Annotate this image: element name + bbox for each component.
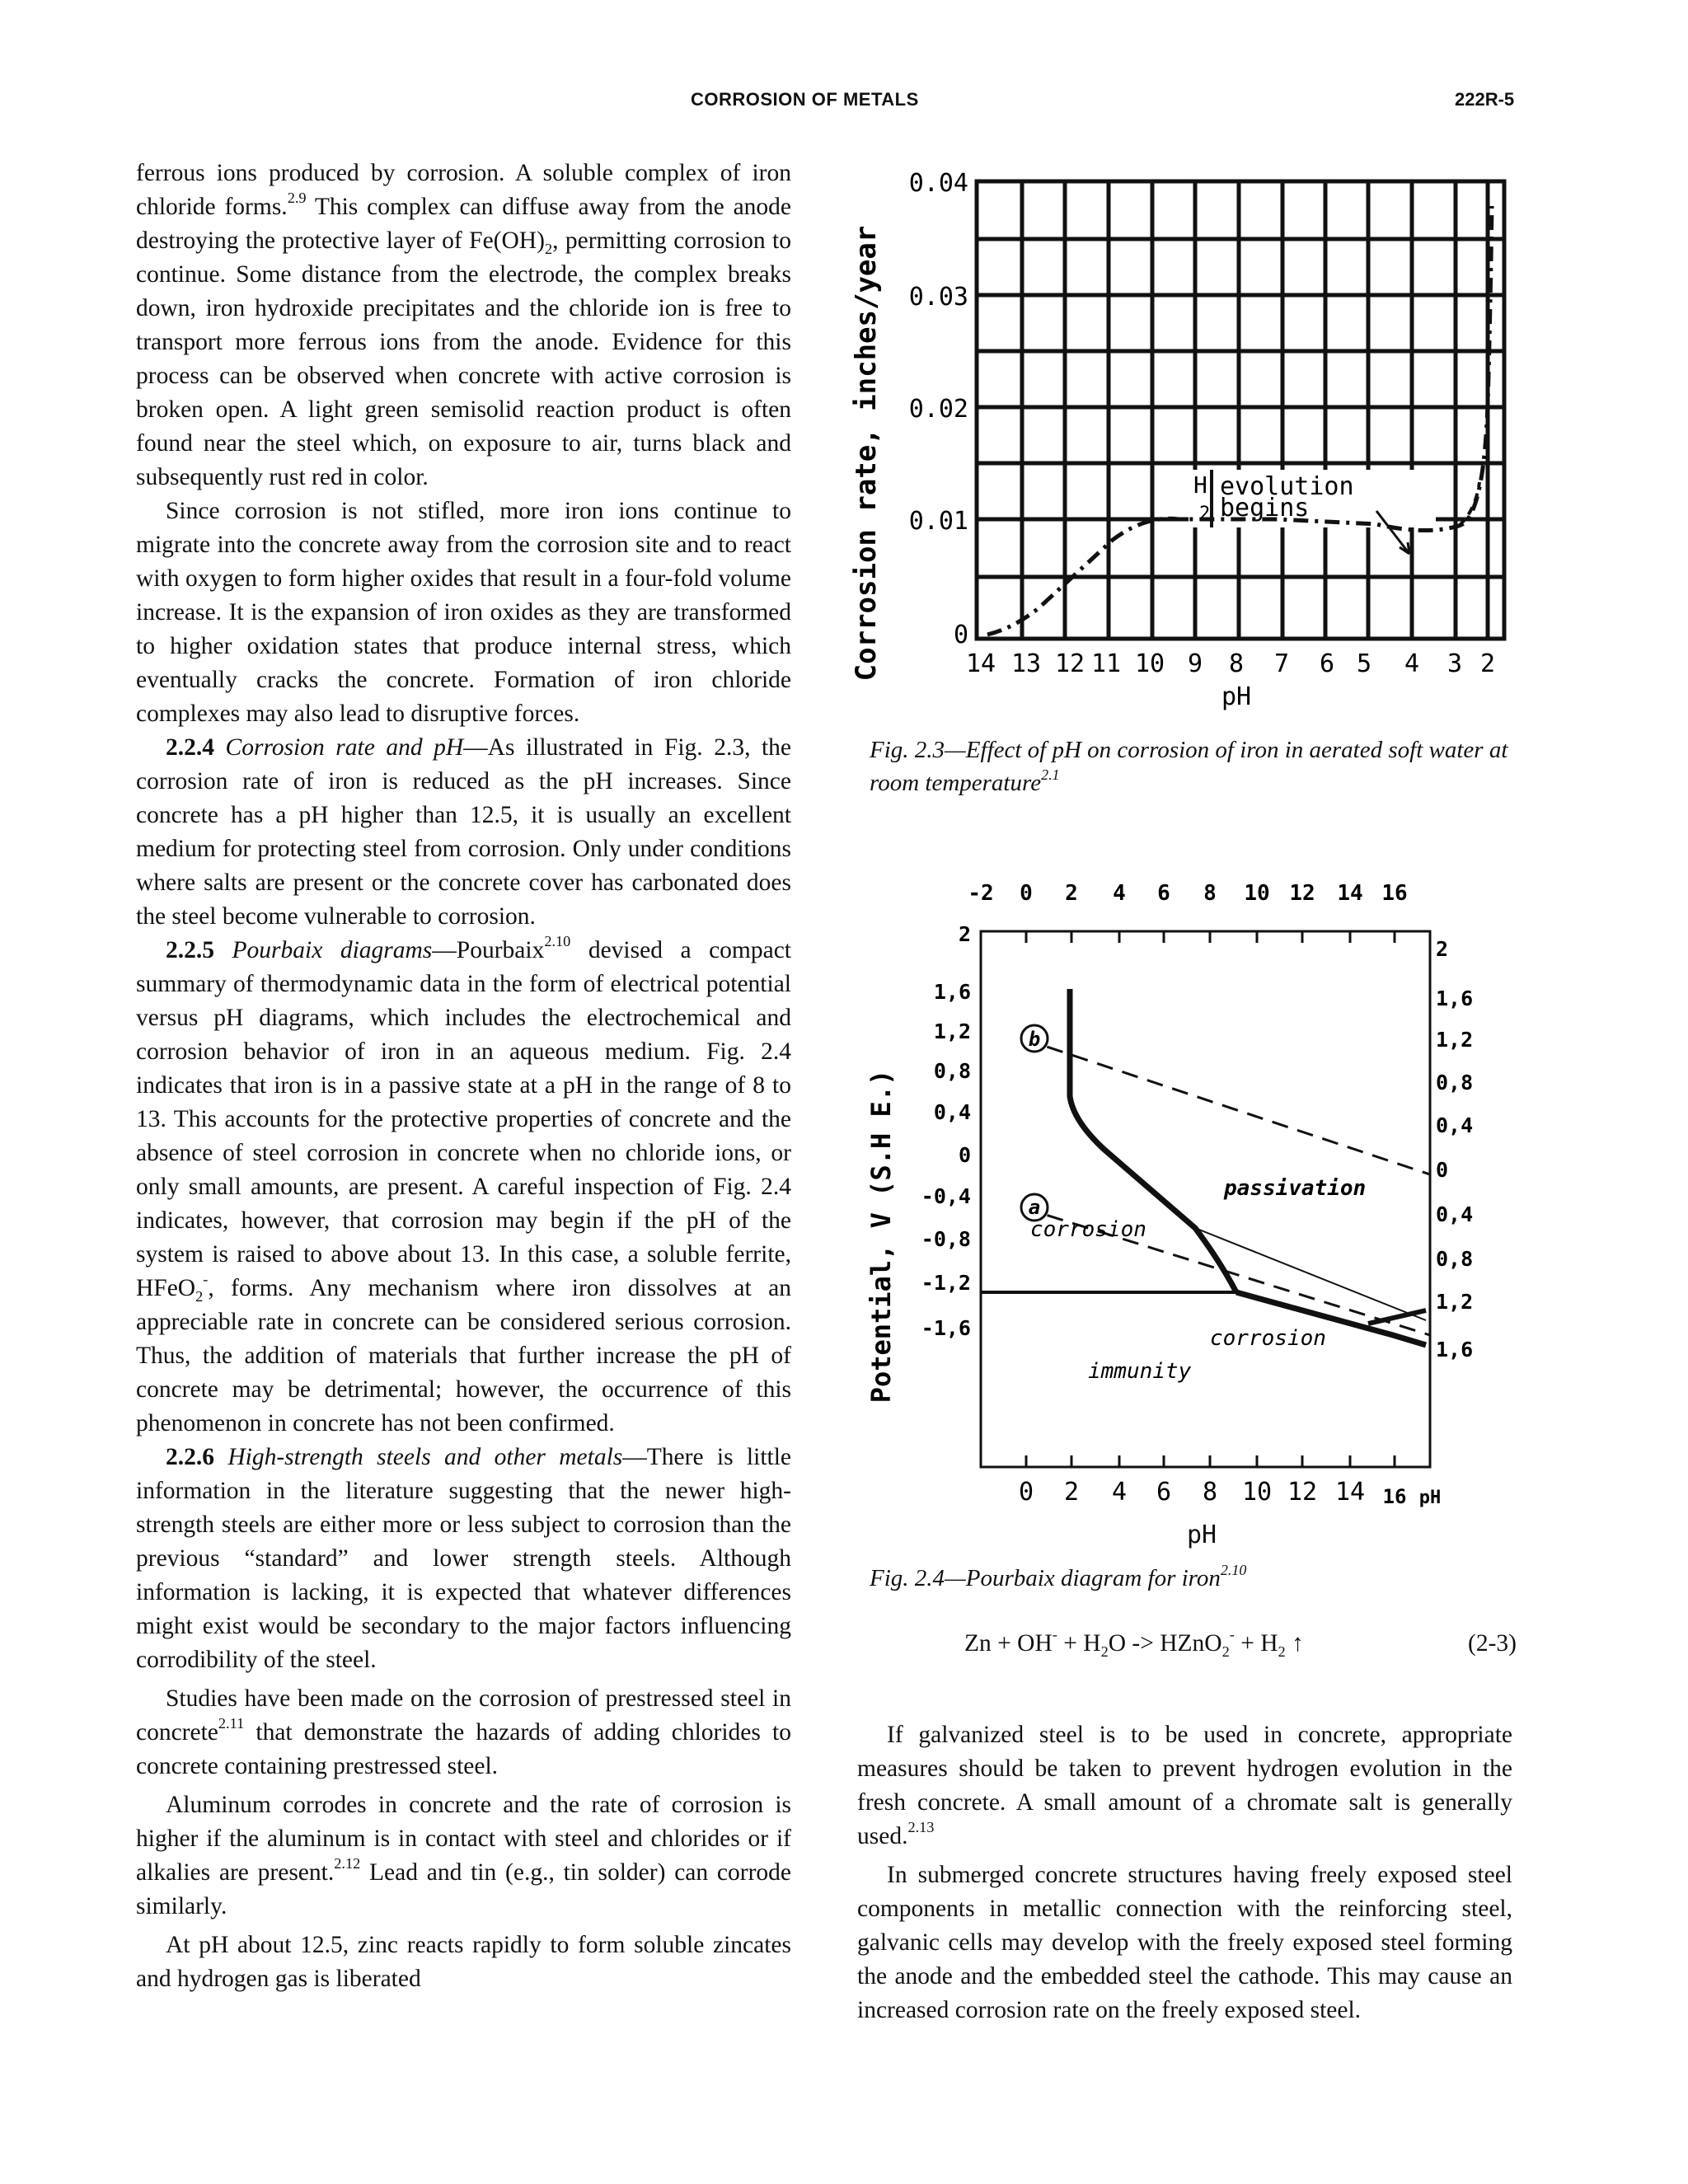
fig23-xtick: 6 bbox=[1319, 649, 1335, 678]
fig23-x-ticks bbox=[966, 649, 1495, 678]
fig24-caption: Fig. 2.4—Pourbaix diagram for iron$^{2.10}$ bbox=[870, 1561, 1247, 1591]
fig24-bottom-ticks bbox=[1019, 1478, 1441, 1508]
fig23-caption: Fig. 2.3—Effect of pH on corrosion of iron in aerated soft water at room temperature$^{2.1}$ bbox=[870, 737, 1508, 796]
fig24-left-tick: 0 bbox=[958, 1143, 971, 1167]
fig23-ytick: 0 bbox=[953, 621, 968, 649]
section-2-2-4: 2.2.4 Corrosion rate and pH—As illustrated in Fig. 2.3, the corrosion rate of iron is reduced as the pH increases. Since concrete has a pH higher than 12.5, it is usually an excellent medium for protecting steel from corrosion. Only under conditions where salts are present or the concrete cover has carbonated does the steel become vulnerable to corrosion. bbox=[136, 734, 792, 930]
fig24-right-tick: 1,6 bbox=[1436, 1338, 1474, 1361]
fig24-left-ticks bbox=[921, 922, 971, 1340]
fig23-ytick: 0.01 bbox=[908, 507, 968, 536]
fig24-xlabel: pH bbox=[1187, 1521, 1217, 1549]
fig24-top-tick: 0 bbox=[1020, 881, 1033, 906]
fig24-bottom-tick: 12 bbox=[1287, 1478, 1318, 1507]
fig23-ytick: 0.04 bbox=[908, 169, 968, 198]
fig24-top-tick: 6 bbox=[1157, 881, 1170, 906]
fig24-left-tick: 0,4 bbox=[933, 1100, 971, 1124]
fig24-ylabel: Potential, V (S.H E.) bbox=[865, 1069, 897, 1404]
fig23-y-ticks bbox=[909, 169, 968, 649]
fig24-top-tick: 8 bbox=[1203, 881, 1217, 906]
fig24-vertical-boundary bbox=[1070, 989, 1236, 1292]
fig24-right-tick: 0,4 bbox=[1436, 1113, 1474, 1137]
page-number: 222R-5 bbox=[1455, 89, 1515, 110]
fig24-label-a: a bbox=[1028, 1196, 1041, 1219]
fig24-right-tick: 0,8 bbox=[1436, 1071, 1474, 1094]
fig24-bottom-tick: 14 bbox=[1334, 1478, 1366, 1507]
fig23-xtick: 2 bbox=[1479, 649, 1496, 678]
fig23-xtick: 14 bbox=[965, 649, 996, 678]
fig24-left-tick: -0,4 bbox=[921, 1184, 971, 1208]
fig23-annotation-line2: begins bbox=[1220, 494, 1310, 523]
paragraph-zinc: At pH about 12.5, zinc reacts rapidly to form soluble zincates and hydrogen gas is liberated bbox=[136, 1932, 791, 1992]
fig23-xtick: 11 bbox=[1090, 649, 1122, 678]
fig23-y-axis-label bbox=[850, 226, 883, 682]
fig24-right-tick: 1,6 bbox=[1436, 987, 1474, 1010]
paragraph-submerged: In submerged concrete structures having freely exposed steel components in metallic connection with the reinforcing steel, galvanic cells may develop with the freely exposed steel forming the anode and the embedded steel the cathode. This may cause an increased corrosion rate on the freely exposed steel. bbox=[857, 1862, 1512, 2023]
fig23-xtick: 5 bbox=[1356, 649, 1372, 678]
running-title: CORROSION OF METALS bbox=[691, 89, 919, 110]
fig23-xtick: 8 bbox=[1228, 649, 1245, 678]
fig23-ytick: 0.02 bbox=[908, 395, 968, 424]
fig24-label-b: b bbox=[1028, 1028, 1041, 1051]
fig24-bottom-unit: pH bbox=[1418, 1488, 1442, 1508]
fig24-top-tick: 14 bbox=[1337, 881, 1363, 906]
fig24-right-tick: 2 bbox=[1436, 937, 1449, 961]
fig23-ylabel: Corrosion rate, inches/year bbox=[850, 225, 883, 682]
fig24-right-tick: 0,8 bbox=[1436, 1247, 1474, 1271]
fig23-annotation-sub: 2 bbox=[1199, 504, 1211, 524]
fig24-left-tick: 1,2 bbox=[933, 1019, 971, 1043]
figure-2-3-corrosion-rate-chart bbox=[849, 157, 1525, 733]
fig23-xtick: 7 bbox=[1273, 649, 1290, 678]
fig24-top-tick: 2 bbox=[1065, 881, 1078, 906]
fig23-xtick: 13 bbox=[1010, 649, 1042, 678]
fig23-xtick: 12 bbox=[1054, 649, 1085, 678]
fig24-left-tick: -0,8 bbox=[921, 1227, 971, 1251]
fig23-xtick: 3 bbox=[1447, 649, 1463, 678]
paragraph-prestressed: Studies have been made on the corrosion of prestressed steel in concrete$^{2.11}$ that demonstrate the hazards of adding chlorides to concrete containing prestressed steel. bbox=[136, 1685, 791, 1779]
fig24-top-ticks bbox=[968, 881, 1407, 906]
equation-text: $Zn + OH^- + H_2O$ -> HZnO$_2$- + $H_2$ ↑ bbox=[964, 1626, 1304, 1660]
fig24-passivation-boundary bbox=[1195, 1228, 1426, 1320]
equation-number: (2-3) bbox=[1468, 1630, 1517, 1657]
paragraph-galvanized: If galvanized steel is to be used in concrete, appropriate measures should be taken to prevent hydrogen evolution in the fresh concrete. A small amount of a chromate salt is generally used.$^{2.13}$ bbox=[857, 1722, 1512, 1849]
fig24-left-tick: -1,2 bbox=[921, 1271, 971, 1295]
section-2-2-6: 2.2.6 High-strength steels and other metals—There is little information in the literature suggesting that the newer high-strength steels are either more or less subject to corrosion than the previous “standard” and lower strength steels. Although information is lacking, it is expected that whatever differences might exist would be secondary to the major factors influencing corrodibility of the steel. bbox=[136, 1444, 791, 1673]
paragraph-not-stifled: Since corrosion is not stifled, more iron ions continue to migrate into the concrete away from the corrosion site and to react with oxygen to form higher oxides that result in a four-fold volume increase. It is the expansion of iron oxides as they are transformed to higher oxidation states that produce internal stress, which eventually cracks the concrete. Formation of iron chloride complexes may also lead to disruptive forces. bbox=[136, 498, 791, 727]
paragraph-aluminum: Aluminum corrodes in concrete and the rate of corrosion is higher if the aluminum is in contact with steel and chlorides or if alkalies are present.$^{2.12}$ Lead and tin (e.g., tin solder) can corrode similarly. bbox=[136, 1792, 791, 1919]
fig24-bottom-tick: 2 bbox=[1063, 1478, 1080, 1507]
fig24-left-tick: 0,8 bbox=[933, 1059, 971, 1083]
section-2-2-5: 2.2.5 Pourbaix diagrams—Pourbaix$^{2.10}$ devised a compact summary of thermodynamic data in the form of electrical potential versus pH diagrams, which includes the electrochemical and corrosion behavior of iron in an aqueous medium. Fig. 2.4 indicates that iron is in a passive state at a pH in the range of 8 to 13. This accounts for the protective properties of concrete and the absence of steel corrosion in concrete when no chloride ions, or only small amounts, are present. A careful inspection of Fig. 2.4 indicates, however, that corrosion may begin if the pH of the system is raised to above about 13. In this case, a soluble ferrite, HFeO$_2$-, forms. Any mechanism where iron dissolves at an appreciable rate in concrete can be considered serious corrosion. Thus, the addition of materials that further increase the pH of concrete may be detrimental; however, the occurrence of this phenomenon in concrete has not been confirmed. bbox=[136, 933, 791, 1436]
fig24-left-tick: 2 bbox=[958, 922, 971, 946]
fig24-top-tick: 4 bbox=[1113, 881, 1126, 906]
fig24-left-tick: 1,6 bbox=[933, 980, 971, 1004]
fig24-region-corrosion-right: corrosion bbox=[1210, 1326, 1326, 1351]
fig24-top-tick: 16 bbox=[1381, 881, 1408, 906]
fig23-annotation-h: H bbox=[1193, 471, 1207, 499]
fig23-xlabel: pH bbox=[1221, 682, 1252, 711]
equation-2-3 bbox=[964, 1626, 1517, 1660]
fig24-bottom-tick: 10 bbox=[1241, 1478, 1273, 1507]
fig24-top-tick: 12 bbox=[1289, 881, 1315, 906]
fig24-region-immunity: immunity bbox=[1088, 1359, 1192, 1384]
fig24-top-tick: -2 bbox=[968, 881, 994, 906]
fig24-right-tick: 1,2 bbox=[1436, 1290, 1474, 1314]
right-column bbox=[857, 1718, 1512, 2027]
fig23-xtick: 10 bbox=[1134, 649, 1165, 678]
fig24-xlabel-wrap bbox=[1187, 1521, 1217, 1549]
paragraph-ferrous-ions: ferrous ions produced by corrosion. A soluble complex of iron chloride forms.$^{2.9}$ This complex can diffuse away from the anode destroying the protective layer of $Fe(OH)_2$, permitting corrosion to continue. Some distance from the electrode, the complex breaks down, iron hydroxide precipitates and the chloride ion is free to transport more ferrous ions from the anode. Evidence for this process can be observed when concrete with active corrosion is broken open. A light green semisolid reaction product is often found near the steel which, on exposure to air, turns black and subsequently rust red in color. bbox=[136, 160, 792, 490]
figure-2-4-pourbaix-diagram bbox=[857, 874, 1525, 1516]
fig24-bottom-tick: 8 bbox=[1202, 1478, 1218, 1507]
fig24-line-b bbox=[1022, 1038, 1430, 1174]
fig24-bottom-tick: 4 bbox=[1111, 1478, 1128, 1507]
fig24-right-tick: 0,4 bbox=[1436, 1202, 1474, 1226]
fig23-grid bbox=[977, 181, 1504, 639]
fig24-region-passivation: passivation bbox=[1224, 1176, 1367, 1201]
fig23-xtick: 9 bbox=[1187, 649, 1203, 678]
fig24-right-ticks bbox=[1436, 937, 1473, 1361]
fig23-ytick: 0.03 bbox=[908, 283, 968, 312]
fig24-bottom-tick: 16 bbox=[1382, 1485, 1407, 1508]
fig24-left-tick: -1,6 bbox=[921, 1316, 971, 1340]
fig24-right-tick: 1,2 bbox=[1436, 1028, 1474, 1052]
fig24-top-tick: 10 bbox=[1244, 881, 1270, 906]
fig24-bottom-tick: 0 bbox=[1018, 1478, 1034, 1507]
fig23-xtick: 4 bbox=[1404, 649, 1420, 678]
fig24-right-tick: 0 bbox=[1436, 1158, 1449, 1182]
page-header bbox=[0, 89, 1688, 122]
fig24-bottom-tick: 6 bbox=[1156, 1478, 1172, 1507]
fig23-annotation-line1: evolution bbox=[1220, 472, 1354, 501]
fig24-region-corrosion-left: corrosion bbox=[1030, 1217, 1146, 1242]
left-column bbox=[136, 157, 791, 1996]
